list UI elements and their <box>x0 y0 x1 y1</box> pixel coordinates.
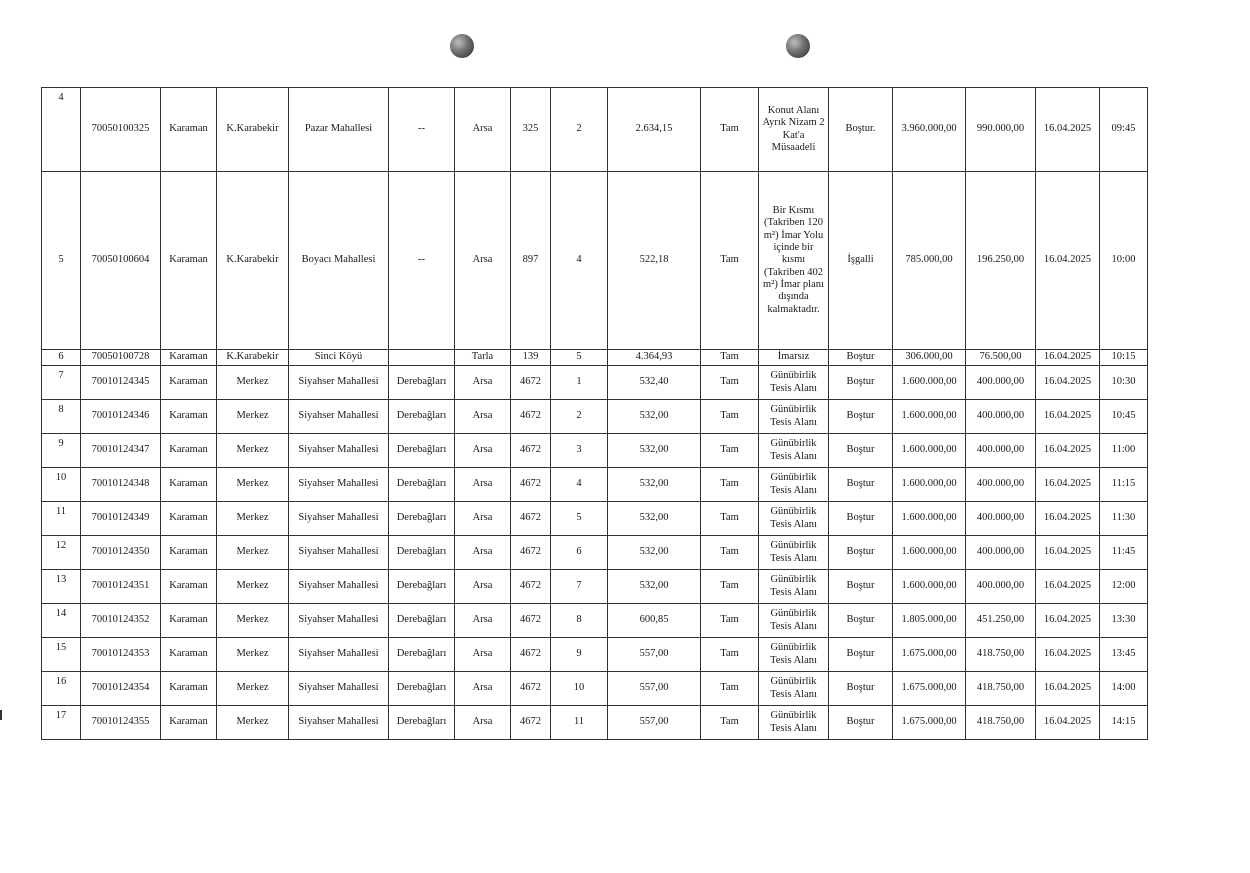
occupancy-status: Boştur <box>829 672 893 706</box>
district: Merkez <box>217 536 289 570</box>
province: Karaman <box>161 536 217 570</box>
registry-number: 70010124351 <box>81 570 161 604</box>
neighborhood: Siyahser Mahallesi <box>289 536 389 570</box>
registry-number: 70010124349 <box>81 502 161 536</box>
block-number: 325 <box>511 88 551 172</box>
block-number: 4672 <box>511 536 551 570</box>
neighborhood: Siyahser Mahallesi <box>289 570 389 604</box>
area: 557,00 <box>608 672 701 706</box>
zoning-status: Günübirlik Tesis Alanı <box>759 468 829 502</box>
punch-hole-right <box>786 34 810 58</box>
estimated-value: 1.675.000,00 <box>893 638 966 672</box>
table-row <box>42 88 1148 172</box>
share: Tam <box>701 706 759 740</box>
share: Tam <box>701 638 759 672</box>
registry-number: 70010124348 <box>81 468 161 502</box>
auction-date: 16.04.2025 <box>1036 400 1100 434</box>
parcel-number: 11 <box>551 706 608 740</box>
parcel-number: 10 <box>551 672 608 706</box>
table-row <box>42 502 1148 536</box>
table-row <box>42 570 1148 604</box>
parcel-number: 8 <box>551 604 608 638</box>
estimated-value: 1.600.000,00 <box>893 570 966 604</box>
zoning-status: Günübirlik Tesis Alanı <box>759 400 829 434</box>
auction-date: 16.04.2025 <box>1036 502 1100 536</box>
auction-time: 13:45 <box>1100 638 1148 672</box>
auction-time: 10:15 <box>1100 350 1148 366</box>
auction-date: 16.04.2025 <box>1036 570 1100 604</box>
auction-date: 16.04.2025 <box>1036 172 1100 350</box>
province: Karaman <box>161 468 217 502</box>
estimated-value: 1.600.000,00 <box>893 434 966 468</box>
province: Karaman <box>161 570 217 604</box>
province: Karaman <box>161 502 217 536</box>
neighborhood: Siyahser Mahallesi <box>289 400 389 434</box>
auction-date: 16.04.2025 <box>1036 468 1100 502</box>
share: Tam <box>701 536 759 570</box>
registry-number: 70050100728 <box>81 350 161 366</box>
deposit: 400.000,00 <box>966 502 1036 536</box>
occupancy-status: Boştur <box>829 400 893 434</box>
deposit: 451.250,00 <box>966 604 1036 638</box>
locality: Derebağları <box>389 366 455 400</box>
occupancy-status: Boştur <box>829 434 893 468</box>
auction-date: 16.04.2025 <box>1036 88 1100 172</box>
area: 557,00 <box>608 706 701 740</box>
zoning-status: Konut Alanı Ayrık Nizam 2 Kat'a Müsaadeli <box>759 88 829 172</box>
locality: -- <box>389 88 455 172</box>
share: Tam <box>701 350 759 366</box>
district: Merkez <box>217 434 289 468</box>
district: Merkez <box>217 672 289 706</box>
occupancy-status: İşgalli <box>829 172 893 350</box>
deposit: 196.250,00 <box>966 172 1036 350</box>
province: Karaman <box>161 638 217 672</box>
neighborhood: Siyahser Mahallesi <box>289 434 389 468</box>
zoning-status: Bir Kısmı (Takriben 120 m²) İmar Yolu içinde bir kısmı (Takriben 402 m²) İmar planı dışında kalmaktadır. <box>759 172 829 350</box>
neighborhood: Siyahser Mahallesi <box>289 706 389 740</box>
province: Karaman <box>161 88 217 172</box>
district: K.Karabekir <box>217 88 289 172</box>
share: Tam <box>701 672 759 706</box>
row-number: 4 <box>42 88 81 172</box>
locality: Derebağları <box>389 468 455 502</box>
occupancy-status: Boştur <box>829 502 893 536</box>
auction-date: 16.04.2025 <box>1036 350 1100 366</box>
registry-number: 70010124345 <box>81 366 161 400</box>
locality <box>389 350 455 366</box>
province: Karaman <box>161 706 217 740</box>
auction-time: 14:15 <box>1100 706 1148 740</box>
block-number: 139 <box>511 350 551 366</box>
land-type: Arsa <box>455 400 511 434</box>
parcel-number: 2 <box>551 400 608 434</box>
row-number: 7 <box>42 366 81 400</box>
auction-time: 09:45 <box>1100 88 1148 172</box>
row-number: 6 <box>42 350 81 366</box>
property-table <box>41 87 1148 740</box>
parcel-number: 1 <box>551 366 608 400</box>
estimated-value: 1.600.000,00 <box>893 468 966 502</box>
auction-time: 11:00 <box>1100 434 1148 468</box>
block-number: 4672 <box>511 502 551 536</box>
row-number: 16 <box>42 672 81 706</box>
district: Merkez <box>217 400 289 434</box>
locality: Derebağları <box>389 570 455 604</box>
area: 532,00 <box>608 434 701 468</box>
parcel-number: 6 <box>551 536 608 570</box>
deposit: 400.000,00 <box>966 468 1036 502</box>
estimated-value: 1.675.000,00 <box>893 672 966 706</box>
parcel-number: 2 <box>551 88 608 172</box>
province: Karaman <box>161 350 217 366</box>
block-number: 897 <box>511 172 551 350</box>
table-body <box>42 88 1148 740</box>
province: Karaman <box>161 172 217 350</box>
neighborhood: Siyahser Mahallesi <box>289 468 389 502</box>
registry-number: 70050100325 <box>81 88 161 172</box>
auction-date: 16.04.2025 <box>1036 434 1100 468</box>
punch-hole-left <box>450 34 474 58</box>
table-row <box>42 672 1148 706</box>
auction-time: 10:45 <box>1100 400 1148 434</box>
land-type: Arsa <box>455 706 511 740</box>
registry-number: 70010124352 <box>81 604 161 638</box>
neighborhood: Sinci Köyü <box>289 350 389 366</box>
row-number: 11 <box>42 502 81 536</box>
row-number: 9 <box>42 434 81 468</box>
estimated-value: 1.600.000,00 <box>893 536 966 570</box>
auction-date: 16.04.2025 <box>1036 366 1100 400</box>
registry-number: 70010124350 <box>81 536 161 570</box>
estimated-value: 306.000,00 <box>893 350 966 366</box>
zoning-status: Günübirlik Tesis Alanı <box>759 604 829 638</box>
zoning-status: İmarsız <box>759 350 829 366</box>
estimated-value: 1.600.000,00 <box>893 400 966 434</box>
auction-time: 11:45 <box>1100 536 1148 570</box>
zoning-status: Günübirlik Tesis Alanı <box>759 502 829 536</box>
deposit: 400.000,00 <box>966 536 1036 570</box>
registry-number: 70050100604 <box>81 172 161 350</box>
area: 522,18 <box>608 172 701 350</box>
table-row <box>42 638 1148 672</box>
margin-mark <box>0 710 2 720</box>
auction-date: 16.04.2025 <box>1036 536 1100 570</box>
land-type: Arsa <box>455 366 511 400</box>
zoning-status: Günübirlik Tesis Alanı <box>759 706 829 740</box>
row-number: 12 <box>42 536 81 570</box>
district: Merkez <box>217 604 289 638</box>
locality: Derebağları <box>389 706 455 740</box>
row-number: 14 <box>42 604 81 638</box>
neighborhood: Siyahser Mahallesi <box>289 604 389 638</box>
area: 4.364,93 <box>608 350 701 366</box>
land-type: Arsa <box>455 570 511 604</box>
estimated-value: 3.960.000,00 <box>893 88 966 172</box>
table-row <box>42 434 1148 468</box>
area: 557,00 <box>608 638 701 672</box>
block-number: 4672 <box>511 638 551 672</box>
neighborhood: Pazar Mahallesi <box>289 88 389 172</box>
estimated-value: 1.600.000,00 <box>893 502 966 536</box>
area: 532,00 <box>608 502 701 536</box>
auction-time: 11:15 <box>1100 468 1148 502</box>
auction-date: 16.04.2025 <box>1036 672 1100 706</box>
table-row <box>42 604 1148 638</box>
block-number: 4672 <box>511 604 551 638</box>
occupancy-status: Boştur. <box>829 88 893 172</box>
row-number: 8 <box>42 400 81 434</box>
zoning-status: Günübirlik Tesis Alanı <box>759 434 829 468</box>
row-number: 15 <box>42 638 81 672</box>
block-number: 4672 <box>511 706 551 740</box>
zoning-status: Günübirlik Tesis Alanı <box>759 570 829 604</box>
registry-number: 70010124346 <box>81 400 161 434</box>
estimated-value: 1.675.000,00 <box>893 706 966 740</box>
locality: Derebağları <box>389 604 455 638</box>
neighborhood: Siyahser Mahallesi <box>289 502 389 536</box>
occupancy-status: Boştur <box>829 366 893 400</box>
parcel-number: 5 <box>551 502 608 536</box>
area: 532,40 <box>608 366 701 400</box>
block-number: 4672 <box>511 434 551 468</box>
deposit: 400.000,00 <box>966 400 1036 434</box>
locality: Derebağları <box>389 536 455 570</box>
row-number: 13 <box>42 570 81 604</box>
parcel-number: 7 <box>551 570 608 604</box>
province: Karaman <box>161 672 217 706</box>
registry-number: 70010124355 <box>81 706 161 740</box>
area: 532,00 <box>608 570 701 604</box>
parcel-number: 4 <box>551 172 608 350</box>
auction-date: 16.04.2025 <box>1036 706 1100 740</box>
land-type: Arsa <box>455 434 511 468</box>
share: Tam <box>701 172 759 350</box>
occupancy-status: Boştur <box>829 350 893 366</box>
property-listing-sheet <box>41 87 1148 740</box>
land-type: Arsa <box>455 536 511 570</box>
share: Tam <box>701 570 759 604</box>
locality: Derebağları <box>389 638 455 672</box>
block-number: 4672 <box>511 400 551 434</box>
occupancy-status: Boştur <box>829 536 893 570</box>
auction-date: 16.04.2025 <box>1036 604 1100 638</box>
district: Merkez <box>217 366 289 400</box>
area: 532,00 <box>608 536 701 570</box>
province: Karaman <box>161 400 217 434</box>
row-number: 5 <box>42 172 81 350</box>
deposit: 418.750,00 <box>966 706 1036 740</box>
share: Tam <box>701 366 759 400</box>
land-type: Arsa <box>455 502 511 536</box>
province: Karaman <box>161 604 217 638</box>
parcel-number: 3 <box>551 434 608 468</box>
locality: -- <box>389 172 455 350</box>
district: Merkez <box>217 638 289 672</box>
occupancy-status: Boştur <box>829 468 893 502</box>
district: Merkez <box>217 502 289 536</box>
occupancy-status: Boştur <box>829 706 893 740</box>
neighborhood: Siyahser Mahallesi <box>289 672 389 706</box>
table-row <box>42 350 1148 366</box>
occupancy-status: Boştur <box>829 638 893 672</box>
auction-time: 13:30 <box>1100 604 1148 638</box>
block-number: 4672 <box>511 468 551 502</box>
land-type: Arsa <box>455 172 511 350</box>
zoning-status: Günübirlik Tesis Alanı <box>759 672 829 706</box>
locality: Derebağları <box>389 434 455 468</box>
area: 532,00 <box>608 468 701 502</box>
province: Karaman <box>161 366 217 400</box>
share: Tam <box>701 88 759 172</box>
area: 532,00 <box>608 400 701 434</box>
registry-number: 70010124347 <box>81 434 161 468</box>
parcel-number: 9 <box>551 638 608 672</box>
auction-time: 14:00 <box>1100 672 1148 706</box>
zoning-status: Günübirlik Tesis Alanı <box>759 366 829 400</box>
district: Merkez <box>217 706 289 740</box>
estimated-value: 1.805.000,00 <box>893 604 966 638</box>
deposit: 400.000,00 <box>966 434 1036 468</box>
table-row <box>42 400 1148 434</box>
table-row <box>42 366 1148 400</box>
block-number: 4672 <box>511 366 551 400</box>
deposit: 400.000,00 <box>966 570 1036 604</box>
auction-date: 16.04.2025 <box>1036 638 1100 672</box>
table-row <box>42 468 1148 502</box>
district: K.Karabekir <box>217 350 289 366</box>
registry-number: 70010124353 <box>81 638 161 672</box>
table-row <box>42 172 1148 350</box>
parcel-number: 5 <box>551 350 608 366</box>
zoning-status: Günübirlik Tesis Alanı <box>759 536 829 570</box>
neighborhood: Siyahser Mahallesi <box>289 638 389 672</box>
neighborhood: Siyahser Mahallesi <box>289 366 389 400</box>
land-type: Arsa <box>455 604 511 638</box>
estimated-value: 785.000,00 <box>893 172 966 350</box>
land-type: Arsa <box>455 672 511 706</box>
registry-number: 70010124354 <box>81 672 161 706</box>
land-type: Arsa <box>455 88 511 172</box>
land-type: Arsa <box>455 468 511 502</box>
table-row <box>42 536 1148 570</box>
occupancy-status: Boştur <box>829 570 893 604</box>
estimated-value: 1.600.000,00 <box>893 366 966 400</box>
parcel-number: 4 <box>551 468 608 502</box>
occupancy-status: Boştur <box>829 604 893 638</box>
locality: Derebağları <box>389 400 455 434</box>
auction-time: 11:30 <box>1100 502 1148 536</box>
share: Tam <box>701 400 759 434</box>
block-number: 4672 <box>511 672 551 706</box>
auction-time: 12:00 <box>1100 570 1148 604</box>
deposit: 76.500,00 <box>966 350 1036 366</box>
land-type: Arsa <box>455 638 511 672</box>
deposit: 418.750,00 <box>966 672 1036 706</box>
province: Karaman <box>161 434 217 468</box>
row-number: 10 <box>42 468 81 502</box>
locality: Derebağları <box>389 672 455 706</box>
block-number: 4672 <box>511 570 551 604</box>
deposit: 418.750,00 <box>966 638 1036 672</box>
locality: Derebağları <box>389 502 455 536</box>
table-row <box>42 706 1148 740</box>
deposit: 400.000,00 <box>966 366 1036 400</box>
district: Merkez <box>217 468 289 502</box>
land-type: Tarla <box>455 350 511 366</box>
district: Merkez <box>217 570 289 604</box>
auction-time: 10:30 <box>1100 366 1148 400</box>
area: 2.634,15 <box>608 88 701 172</box>
share: Tam <box>701 434 759 468</box>
district: K.Karabekir <box>217 172 289 350</box>
auction-time: 10:00 <box>1100 172 1148 350</box>
share: Tam <box>701 502 759 536</box>
zoning-status: Günübirlik Tesis Alanı <box>759 638 829 672</box>
deposit: 990.000,00 <box>966 88 1036 172</box>
neighborhood: Boyacı Mahallesi <box>289 172 389 350</box>
share: Tam <box>701 468 759 502</box>
row-number: 17 <box>42 706 81 740</box>
share: Tam <box>701 604 759 638</box>
area: 600,85 <box>608 604 701 638</box>
